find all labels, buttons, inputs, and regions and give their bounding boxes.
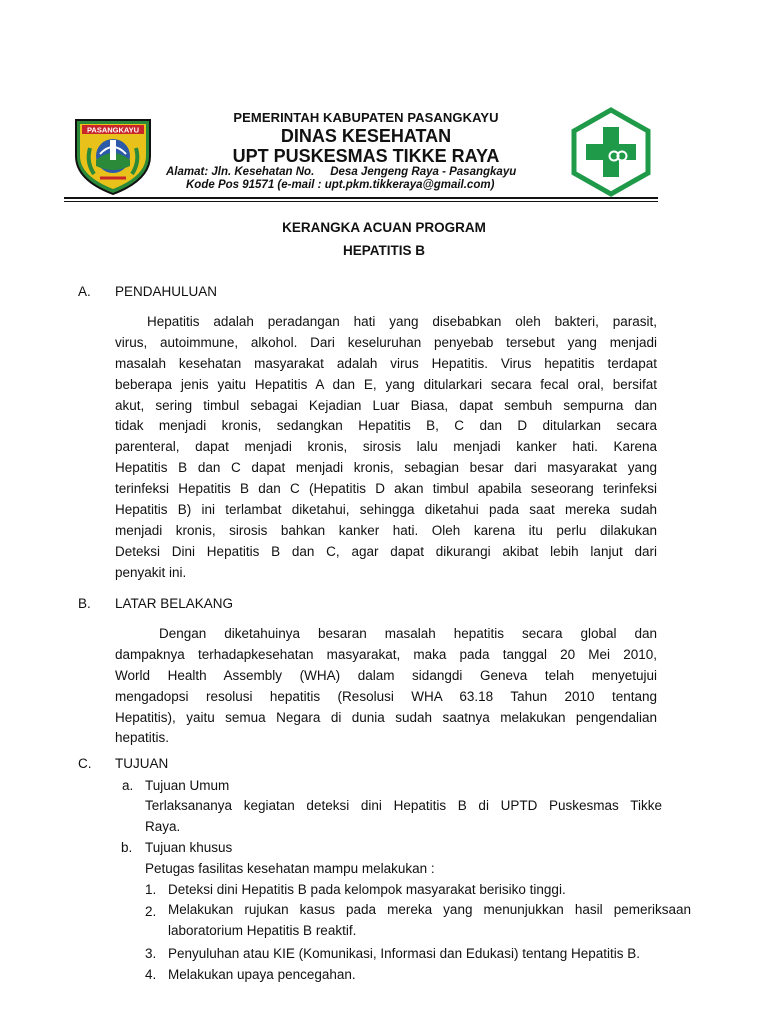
paragraph-line: penyakit ini.: [115, 564, 187, 580]
document-subtitle: HEPATITIS B: [342, 243, 425, 258]
paragraph-line: akut, sering timbul sebagai Kejadian Luar Biasa, dapat sembuh sempurna dan: [115, 397, 657, 413]
general-goal-text: [145, 796, 662, 838]
paragraph-line: beberapa jenis yaitu Hepatitis A dan E, yang ditularkari secara fecal oral, bersifat: [115, 376, 657, 392]
paragraph-line: Hepatitis), yaitu semua Negara di dunia sudah saatnya melakukan pengendalian: [115, 709, 657, 725]
paragraph-line: virus, autoimmune, alkohol. Dari keseluruhan penyebab tersebut yang menjadi: [115, 334, 657, 350]
paragraph-line: terinfeksi Hepatitis B dan C (Hepatitis D akan timbul apabila seseorang terinfeksi: [115, 481, 657, 497]
puskesmas-cross-icon: [570, 107, 652, 197]
postal-email-line: Kode Pos 91571 (e-mail : upt.pkm.tikkeraya@gmail.com): [186, 179, 495, 191]
paragraph-line: Melakukan rujukan kasus pada mereka yang menunjukkan hasil pemeriksaan: [168, 902, 691, 917]
svg-text:PASANGKAYU: PASANGKAYU: [86, 125, 140, 135]
section-b-paragraph: [115, 624, 657, 749]
department-name: DINAS KESEHATAN: [280, 126, 452, 146]
paragraph-line: Deteksi Dini Hepatitis B dan C, agar dapat dikurangi akibat lebih lanjut dari: [115, 543, 657, 559]
section-a-letter: A.: [78, 284, 91, 299]
paragraph-line: Hepatitis adalah peradangan hati yang disebabkan oleh bakteri, parasit,: [147, 314, 657, 329]
section-b-letter: B.: [78, 596, 91, 611]
paragraph-line: mengadopsi resolusi hepatitis (Resolusi WHA 63.18 Tahun 2010 tentang: [115, 688, 657, 704]
paragraph-line: menjadi kronis, sirosis bahkan kanker hati. Oleh karena itu perlu dilakukan: [115, 522, 657, 538]
paragraph-line: Raya.: [145, 818, 181, 834]
paragraph-line: hepatitis.: [115, 730, 170, 746]
list-number: 3.: [145, 946, 157, 961]
section-c-title: TUJUAN: [115, 756, 169, 771]
letterhead-rule-thin: [64, 201, 658, 202]
paragraph-line: parenteral, dapat menjadi kronis, sirosis lalu menjadi kanker hati. Karena: [115, 439, 657, 455]
list-item: Penyuluhan atau KIE (Komunikasi, Informasi dan Edukasi) tentang Hepatitis B.: [168, 946, 641, 961]
list-item: Deteksi dini Hepatitis B pada kelompok masyarakat berisiko tinggi.: [168, 882, 566, 897]
document-title: KERANGKA ACUAN PROGRAM: [282, 220, 486, 235]
list-item: [168, 900, 691, 942]
specific-goal-intro: Petugas fasilitas kesehatan mampu melakukan :: [145, 861, 435, 876]
section-a-title: PENDAHULUAN: [115, 284, 218, 299]
section-b-title: LATAR BELAKANG: [115, 596, 234, 611]
letterhead: [66, 104, 656, 196]
paragraph-line: Dengan diketahuinya besaran masalah hepatitis secara global dan: [159, 626, 657, 641]
paragraph-line: World Health Assembly (WHA) dalam sidangdi Geneva telah menyetujui: [115, 667, 657, 683]
paragraph-line: masalah kesehatan masyarakat adalah virus Hepatitis. Virus hepatitis terdapat: [115, 355, 657, 371]
list-number: 1.: [145, 882, 157, 897]
paragraph-line: laboratorium Hepatitis B reaktif.: [168, 922, 357, 938]
government-name: PEMERINTAH KABUPATEN PASANGKAYU: [233, 110, 499, 125]
paragraph-line: Hepatitis B dan C dapat menjadi kronis, sebagian besar dari masyarakat yang: [115, 460, 657, 476]
letterhead-rule-thick: [64, 197, 658, 199]
list-number: 2.: [145, 904, 157, 919]
unit-name: UPT PUSKESMAS TIKKE RAYA: [232, 146, 500, 166]
address-line: Alamat: Jln. Kesehatan No. Desa Jengeng Raya - Pasangkayu: [166, 166, 517, 178]
paragraph-line: tidak menjadi kronis, sedangkan Hepatitis B, C dan D ditularkan secara: [115, 418, 657, 434]
specific-goal-label: Tujuan khusus: [145, 840, 233, 855]
section-a-paragraph: [115, 312, 657, 584]
general-goal-marker: a.: [122, 778, 134, 793]
section-c-letter: C.: [78, 756, 92, 771]
specific-goal-marker: b.: [121, 840, 133, 855]
paragraph-line: dampaknya terhadapkesehatan masyarakat, maka pada tanggal 20 Mei 2010,: [115, 646, 657, 662]
paragraph-line: Hepatitis B) ini terlambat diketahui, sehingga diketahui pada saat mereka sudah: [115, 502, 657, 518]
pasangkayu-emblem-icon: [70, 110, 156, 196]
paragraph-line: Terlaksananya kegiatan deteksi dini Hepatitis B di UPTD Puskesmas Tikke: [145, 798, 662, 813]
list-number: 4.: [145, 967, 157, 982]
list-item: Melakukan upaya pencegahan.: [168, 967, 356, 982]
general-goal-label: Tujuan Umum: [145, 778, 230, 793]
